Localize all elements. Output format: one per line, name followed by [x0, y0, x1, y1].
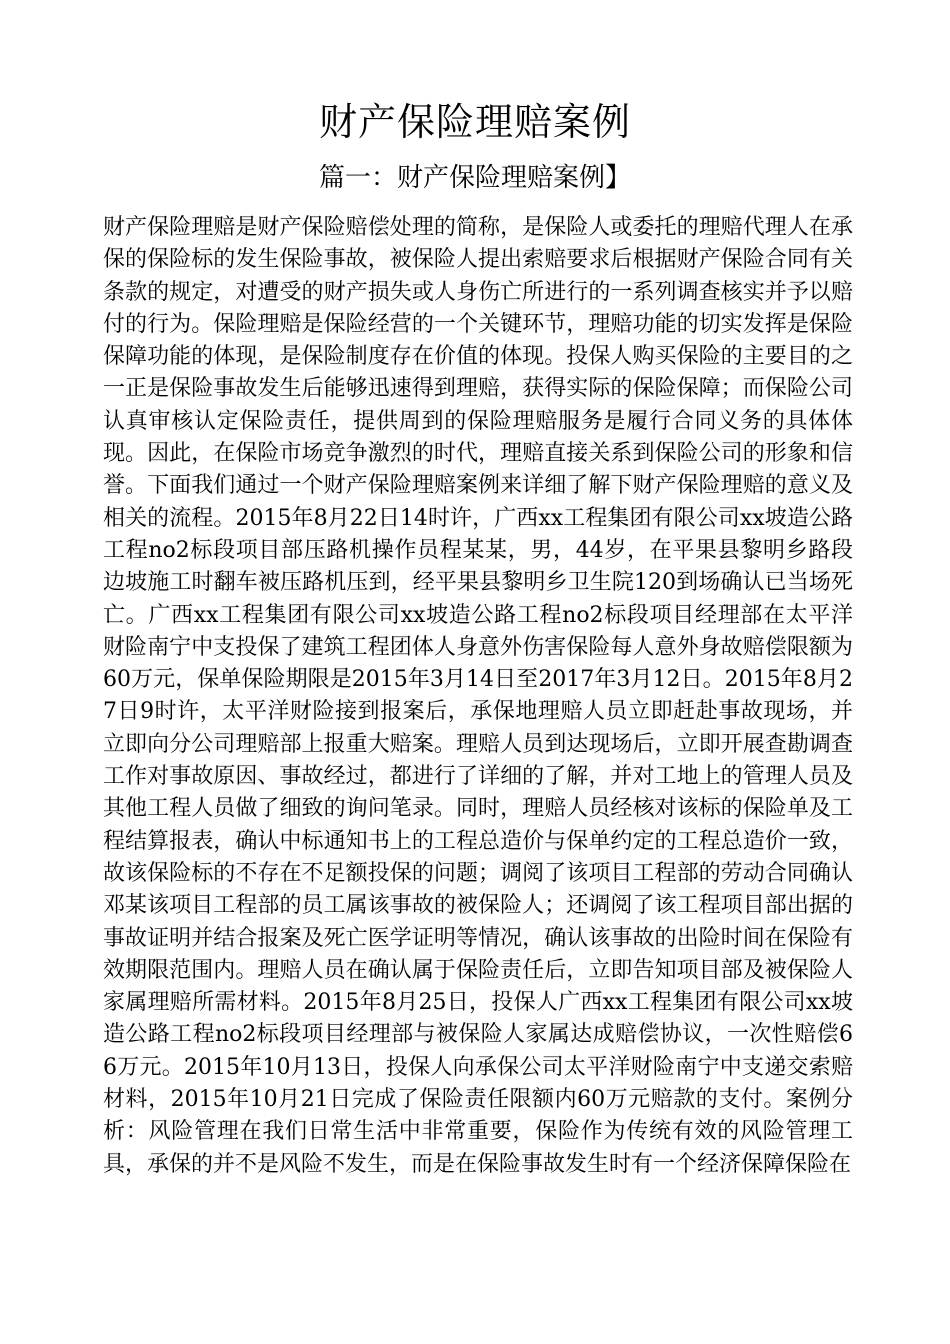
document-subtitle: 篇一：财产保险理赔案例】: [318, 163, 631, 193]
document-title: 财产保险理赔案例: [318, 100, 631, 144]
body-paragraph: 财产保险理赔是财产保险赔偿处理的简称，是保险人或委托的理赔代理人在承保的保险标的发生保险事故，被保险人提出索赔要求后根据财产保险合同有关条款的规定，对遭受的财产损失或人身伤亡所进行的一系列调查核实并予以赔付的行为。保险理赔是保险经营的一个关键环节，理赔功能的切实发挥是保险保障功能的体现，是保险制度存在价值的体现。投保人购买保险的主要目的之一正是保险事故发生后能够迅速得到理赔，获得实际的保险保障；而保险公司认真审核认定保险责任，提供周到的保险理赔服务是履行合同义务的具体体现。因此，在保险市场竞争激烈的时代，理赔直接关系到保险公司的形象和信誉。下面我们通过一个财产保险理赔案例来详细了解下财产保险理赔的意义及相关的流程。2015年8月22日14时许，广西xx工程集团有限公司xx坡造公路工程no2标段项目部压路机操作员程某某，男，44岁，在平果县黎明乡路段边坡施工时翻车被压路机压到，经平果县黎明乡卫生院120到场确认已当场死亡。广西xx工程集团有限公司xx坡造公路工程no2标段项目经理部在太平洋财险南宁中支投保了建筑工程团体人身意外伤害保险每人意外身故赔偿限额为60万元，保单保险期限是2015年3月14日至2017年3月12日。2015年8月27日9时许，太平洋财险接到报案后，承保地理赔人员立即赶赴事故现场，并立即向分公司理赔部上报重大赔案。理赔人员到达现场后，立即开展查勘调查工作对事故原因、事故经过，都进行了详细的了解，并对工地上的管理人员及其他工程人员做了细致的询问笔录。同时，理赔人员经核对该标的保险单及工程结算报表，确认中标通知书上的工程总造价与保单约定的工程总造价一致，故该保险标的不存在不足额投保的问题；调阅了该项目工程部的劳动合同确认邓某该项目工程部的员工属该事故的被保险人；还调阅了该工程项目部出据的事故证明并结合报案及死亡医学证明等情况，确认该事故的出险时间在保险有效期限范围内。理赔人员在确认属于保险责任后，立即告知项目部及被保险人家属理赔所需材料。2015年8月25日，投保人广西xx工程集团有限公司xx坡造公路工程no2标段项目经理部与被保险人家属达成赔偿协议，一次性赔偿66万元。2015年10月13日，投保人向承保公司太平洋财险南宁中支递交索赔材料，2015年10月21日完成了保险责任限额内60万元赔款的支付。案例分析：风险管理在我们日常生活中非常重要，保险作为传统有效的风险管理工具，承保的并不是风险不发生，而是在保险事故发生时有一个经济保障保险在: [103, 215, 853, 1177]
